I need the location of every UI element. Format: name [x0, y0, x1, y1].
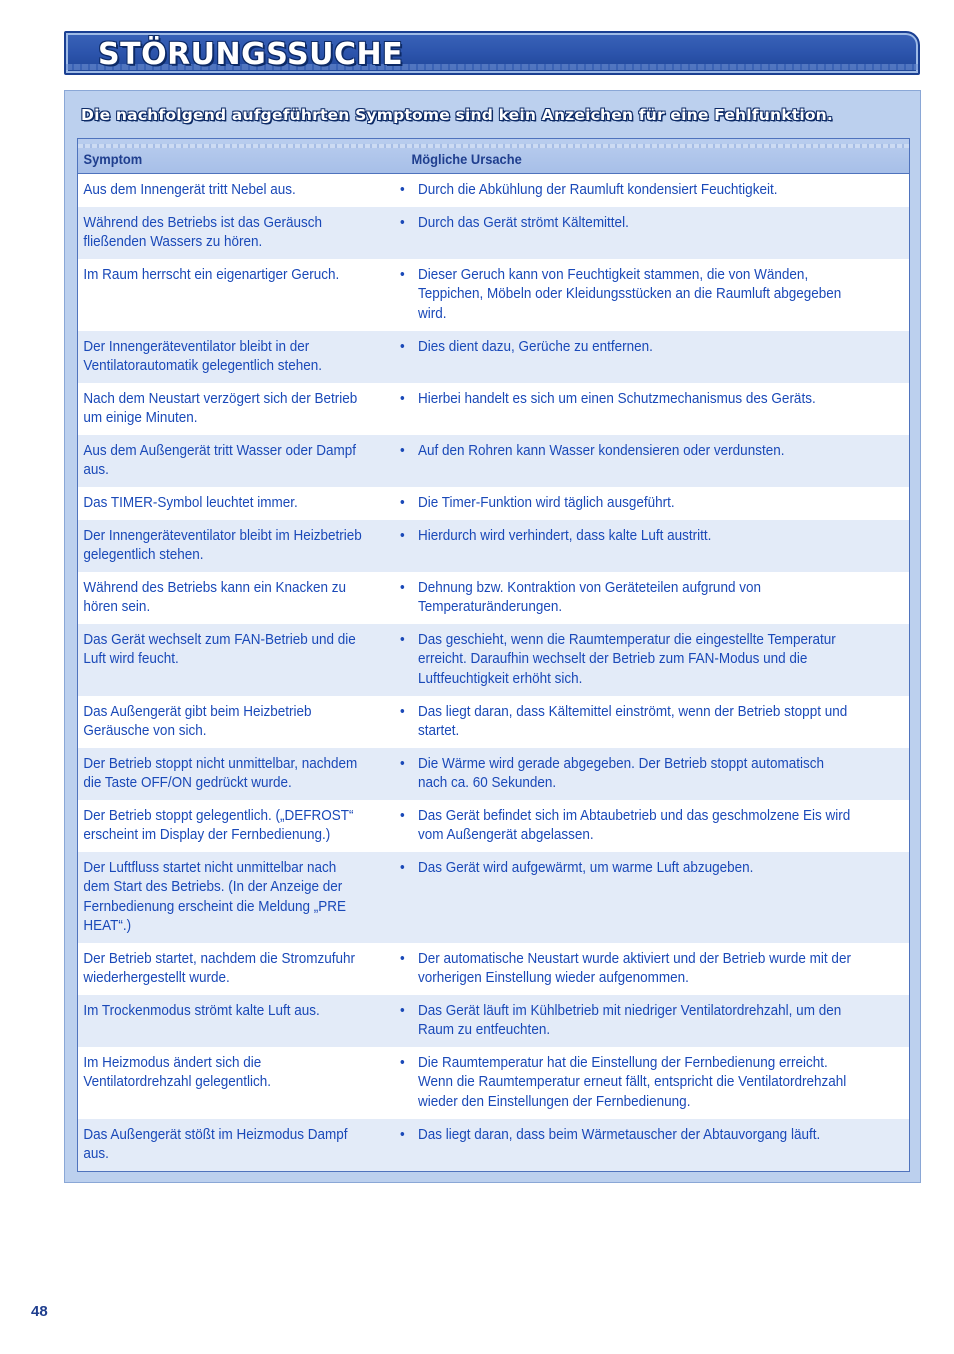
bullet-icon: •	[400, 1126, 405, 1143]
cause-cell	[400, 949, 858, 995]
table-row	[78, 696, 909, 748]
cause-text: Die Timer-Funktion wird täglich ausgeführt.	[418, 494, 675, 511]
symptom-cell: Der Betrieb stoppt nicht unmittelbar, nachdem die Taste OFF/ON gedrückt wurde.	[83, 755, 358, 792]
bullet-icon: •	[400, 527, 405, 544]
symptom-cell: Das TIMER-Symbol leuchtet immer.	[83, 494, 298, 511]
table-row	[78, 520, 909, 572]
bullet-icon: •	[400, 1054, 405, 1071]
bullet-icon: •	[400, 807, 405, 824]
cause-cell	[400, 493, 858, 520]
symptom-cell: Das Außengerät gibt beim Heizbetrieb Geräusche von sich.	[83, 703, 312, 740]
table-row	[78, 331, 909, 383]
cause-text: Durch das Gerät strömt Kältemittel.	[418, 214, 629, 231]
symptom-cell: Während des Betriebs kann ein Knacken zu hören sein.	[83, 579, 347, 616]
table-row	[78, 572, 909, 624]
bullet-icon: •	[400, 703, 405, 720]
symptom-cell: Aus dem Innengerät tritt Nebel aus.	[83, 181, 296, 198]
symptom-cell: Das Außengerät stößt im Heizmodus Dampf aus.	[83, 1126, 348, 1163]
table-row	[78, 487, 909, 520]
bullet-icon: •	[400, 338, 405, 355]
section-title-bar	[64, 31, 920, 75]
cause-cell	[400, 441, 858, 487]
cause-cell	[400, 1001, 858, 1047]
cause-text: Dies dient dazu, Gerüche zu entfernen.	[418, 338, 653, 355]
cause-text: Die Wärme wird gerade abgegeben. Der Betrieb stoppt automatisch nach ca. 60 Sekunden.	[418, 755, 824, 792]
table-row	[78, 800, 909, 852]
bullet-icon: •	[400, 859, 405, 876]
cause-text: Hierdurch wird verhindert, dass kalte Luft austritt.	[418, 527, 712, 544]
cause-text: Hierbei handelt es sich um einen Schutzmechanismus des Geräts.	[418, 390, 816, 407]
bullet-icon: •	[400, 442, 405, 459]
symptom-cell: Das Gerät wechselt zum FAN-Betrieb und die Luft wird feucht.	[83, 631, 356, 668]
bullet-icon: •	[400, 1002, 405, 1019]
cause-cell	[400, 702, 858, 748]
table-row	[78, 624, 909, 696]
cause-cell	[400, 526, 858, 572]
cause-text: Der automatische Neustart wurde aktiviert und der Betrieb wurde mit der vorherigen Einstellung wieder aufgenommen.	[418, 950, 851, 987]
symptom-cell: Während des Betriebs ist das Geräusch fließenden Wassers zu hören.	[83, 214, 323, 251]
cause-cell	[400, 1125, 858, 1171]
symptom-cell: Der Betrieb startet, nachdem die Stromzufuhr wiederhergestellt wurde.	[83, 950, 356, 987]
table-row	[78, 207, 909, 259]
bullet-icon: •	[400, 266, 405, 283]
cause-text: Das Gerät befindet sich im Abtaubetrieb und das geschmolzene Eis wird vom Außengerät abgelassen.	[418, 807, 851, 844]
table-row	[78, 943, 909, 995]
page-number: 48	[31, 1303, 48, 1320]
bullet-icon: •	[400, 950, 405, 967]
cause-text: Das Gerät läuft im Kühlbetrieb mit niedriger Ventilatordrehzahl, um den Raum zu entfeuchten.	[418, 1002, 842, 1039]
bullet-icon: •	[400, 181, 405, 198]
bullet-icon: •	[400, 390, 405, 407]
cause-text: Das liegt daran, dass Kältemittel einströmt, wenn der Betrieb stoppt und startet.	[418, 703, 848, 740]
cause-text: Die Raumtemperatur hat die Einstellung der Fernbedienung erreicht. Wenn die Raumtemperatur erneut fällt, entspricht die Ventilatordrehzahl wieder den Einstellungen der Fernbedienung.	[418, 1054, 847, 1110]
symptom-cell: Der Innengeräteventilator bleibt im Heizbetrieb gelegentlich stehen.	[83, 527, 362, 564]
cause-text: Das geschieht, wenn die Raumtemperatur die eingestellte Temperatur erreicht. Daraufhin wechselt der Betrieb zum FAN-Modus und die Luftfeuchtigkeit erhöht sich.	[418, 631, 836, 687]
cause-cell	[400, 265, 858, 331]
symptom-cell: Im Raum herrscht ein eigenartiger Geruch.	[83, 266, 340, 283]
cause-cell	[400, 806, 858, 852]
symptom-cell: Nach dem Neustart verzögert sich der Betrieb um einige Minuten.	[83, 390, 358, 427]
symptom-cell: Im Trockenmodus strömt kalte Luft aus.	[83, 1002, 320, 1019]
symptom-cell: Der Innengeräteventilator bleibt in der Ventilatorautomatik gelegentlich stehen.	[83, 338, 323, 375]
table-row	[78, 748, 909, 800]
table-row	[78, 435, 909, 487]
panel-subtitle: Die nachfolgend aufgeführten Symptome sind kein Anzeichen für eine Fehlfunktion.	[81, 106, 834, 124]
table-row	[78, 259, 909, 331]
table-row	[78, 383, 909, 435]
table-row	[78, 852, 909, 943]
table-row	[78, 1047, 909, 1119]
bullet-icon: •	[400, 631, 405, 648]
cause-cell	[400, 630, 858, 696]
troubleshooting-table	[77, 138, 910, 1172]
symptom-cell: Aus dem Außengerät tritt Wasser oder Dampf aus.	[83, 442, 357, 479]
bullet-icon: •	[400, 214, 405, 231]
table-row	[78, 174, 909, 207]
cause-cell	[400, 1053, 858, 1119]
cause-text: Das Gerät wird aufgewärmt, um warme Luft abzugeben.	[418, 859, 754, 876]
cause-text: Das liegt daran, dass beim Wärmetauscher der Abtauvorgang läuft.	[418, 1126, 821, 1143]
bullet-icon: •	[400, 494, 405, 511]
symptom-cell: Im Heizmodus ändert sich die Ventilatordrehzahl gelegentlich.	[83, 1054, 272, 1091]
header-symptom: Symptom	[83, 151, 143, 167]
cause-cell	[400, 578, 858, 624]
cause-cell	[400, 754, 858, 800]
cause-cell	[400, 180, 858, 207]
table-row	[78, 995, 909, 1047]
header-cause: Mögliche Ursache	[411, 151, 522, 167]
cause-text: Dieser Geruch kann von Feuchtigkeit stammen, die von Wänden, Teppichen, Möbeln oder Kleidungsstücken an die Raumluft abgegeben wird.	[418, 266, 842, 322]
symptom-cell: Der Luftfluss startet nicht unmittelbar nach dem Start des Betriebs. (In der Anzeige der Fernbedienung erscheint die Meldung „PRE HEAT“.)	[83, 859, 347, 935]
troubleshooting-panel	[64, 90, 921, 1183]
page-title: STÖRUNGSSUCHE	[98, 37, 404, 72]
cause-text: Dehnung bzw. Kontraktion von Geräteteilen aufgrund von Temperaturänderungen.	[418, 579, 761, 616]
cause-cell	[400, 389, 858, 435]
cause-cell	[400, 337, 858, 383]
table-header	[78, 139, 909, 174]
table-row	[78, 1119, 909, 1171]
table-body	[78, 174, 909, 1171]
cause-text: Durch die Abkühlung der Raumluft kondensiert Feuchtigkeit.	[418, 181, 778, 198]
symptom-cell: Der Betrieb stoppt gelegentlich. („DEFROST“ erscheint im Display der Fernbedienung.)	[83, 807, 354, 844]
cause-cell	[400, 858, 858, 943]
cause-text: Auf den Rohren kann Wasser kondensieren oder verdunsten.	[418, 442, 785, 459]
cause-cell	[400, 213, 858, 259]
bullet-icon: •	[400, 755, 405, 772]
bullet-icon: •	[400, 579, 405, 596]
